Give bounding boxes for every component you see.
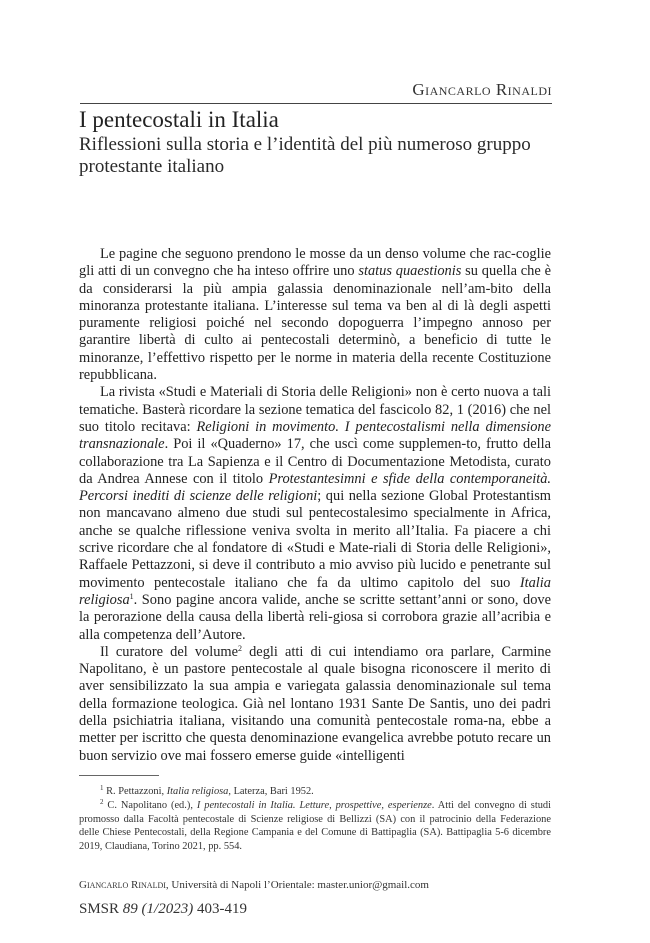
italic-run: Italia religiosa [79, 574, 551, 608]
footnote-2 [79, 799, 551, 854]
journal-citation [79, 901, 551, 918]
text-run: . Sono pagine ancora valide, anche se scritte settant’anni or sono, dove la perorazione della causa della libertà reli-giosa si corrobora grazie all’acribia e alla competenza dell’Autore. [79, 591, 551, 643]
paragraph-1 [79, 246, 551, 384]
running-header-author: Giancarlo Rinaldi [80, 80, 552, 104]
italic-run: status quaestionis [358, 263, 462, 280]
paragraph-3 [79, 644, 551, 765]
italic-run: I pentecostali in Italia. Letture, prospettive, esperienze [196, 799, 432, 811]
text-run: Le pagine che seguono prendono le mosse da un denso volume che rac-coglie gli atti di un convegno che ha inteso offrire uno [79, 246, 551, 280]
article-title: I pentecostali in Italia [79, 107, 279, 132]
footnotes [79, 785, 551, 854]
journal-pages: 403-419 [193, 901, 247, 917]
text-run: ; qui nella sezione Global Protestantism non mancavano almeno due studi sul pentecostalesimo specialmente in Africa, anche se qualche riflessione veniva svolta in merito all’Italia. Fa piacere a chi scrive ricordare che al fondatore di «Studi e Mate-riali di Storia delle Religioni», Raffaele Pettazzoni, si deve il contributo a mio avviso più lucido e penetrante sul movimento pentecostale italiano che fa da ultimo capitolo del suo [79, 488, 551, 591]
author-affiliation [79, 879, 551, 891]
footnote-number: 2 [100, 797, 104, 806]
text-run: R. Pettazzoni, [103, 786, 167, 797]
footnote-ref-1[interactable]: 1 [129, 591, 134, 601]
affiliation-name: Giancarlo Rinaldi [79, 879, 166, 891]
paragraph-2 [79, 384, 551, 643]
text-run: , Laterza, Bari 1952. [228, 786, 314, 797]
journal-issue: 89 (1/2023) [122, 901, 194, 917]
text-run: su quella che è da considerarsi la più ampia galassia denominazionale nell’am-bito della minoranza protestante italiana. L’interesse sul tema va ben al di là degli aspetti puramente religiosi poiché nel secondo dopoguerra l’impegno annoso per garantire libertà di culto ai pentecostali determinò, a beneficio di tutte le minoranze, l’effettivo rispetto per le norme in materia della recente Costituzione repubblicana. [79, 263, 551, 384]
article-subtitle: Riflessioni sulla storia e l’identità del più numeroso gruppo protestante italiano [79, 134, 531, 177]
footnote-1 [79, 785, 551, 799]
text-run: degli atti di cui intendiamo ora parlare, Carmine Napolitano, è un pastore pentecostale al quale bisogna riconoscere il merito di aver sensibilizzato la sua ampia e variegata galassia denominazionale sul tema della formazione teologica. Già nel lontano 1931 Sante De Santis, uno dei padri della psichiatria italiana, visitando una comunità pentecostale roma-na, ebbe a metter per iscritto che questa denominazione evangelica avrebbe potuto recare un buon servizio ove mai fossero emerse guide «intelligenti [79, 643, 551, 764]
text-run: . Poi il «Quaderno» 17, che uscì come supplemen-to, frutto della collaborazione tra La Sapienza e il Centro di Documentazione Metodista, curato da Andrea Annese con il titolo [79, 436, 551, 487]
article-body [79, 246, 551, 765]
italic-run: Italia religiosa [166, 786, 229, 797]
journal-abbr: SMSR [79, 901, 123, 917]
footnote-number: 1 [100, 784, 104, 792]
footnote-ref-2[interactable]: 2 [238, 643, 242, 653]
text-run: . Atti del convegno di studi promosso dalla Facoltà pentecostale di Scienze religiose di Bellizzi (SA) con il patrocinio della Federazione delle Chiese Pentecostali, della Regione Campania e del Comune di Battipaglia (SA). Battipaglia 5-6 dicembre 2019, Claudiana, Torino 2021, pp. 554. [79, 799, 552, 853]
italic-run: Protestantesimni e sfide della contemporaneità. Percorsi inediti di scienze delle religioni [79, 470, 551, 505]
affiliation-details: , Università di Napoli l’Orientale: master.unior@gmail.com [165, 879, 429, 891]
text-run: C. Napolitano (ed.), [103, 799, 197, 811]
italic-run: Religioni in movimento. I pentecostalismi nella dimensione transnazionale [79, 418, 551, 453]
text-run: Il curatore del volume [100, 643, 238, 660]
text-run: La rivista «Studi e Materiali di Storia delle Religioni» non è certo nuova a tali tematiche. Basterà ricordare la sezione tematica del fascicolo 82, 1 (2016) che nel suo titolo recitava: [79, 384, 551, 435]
footnote-divider [79, 775, 159, 776]
